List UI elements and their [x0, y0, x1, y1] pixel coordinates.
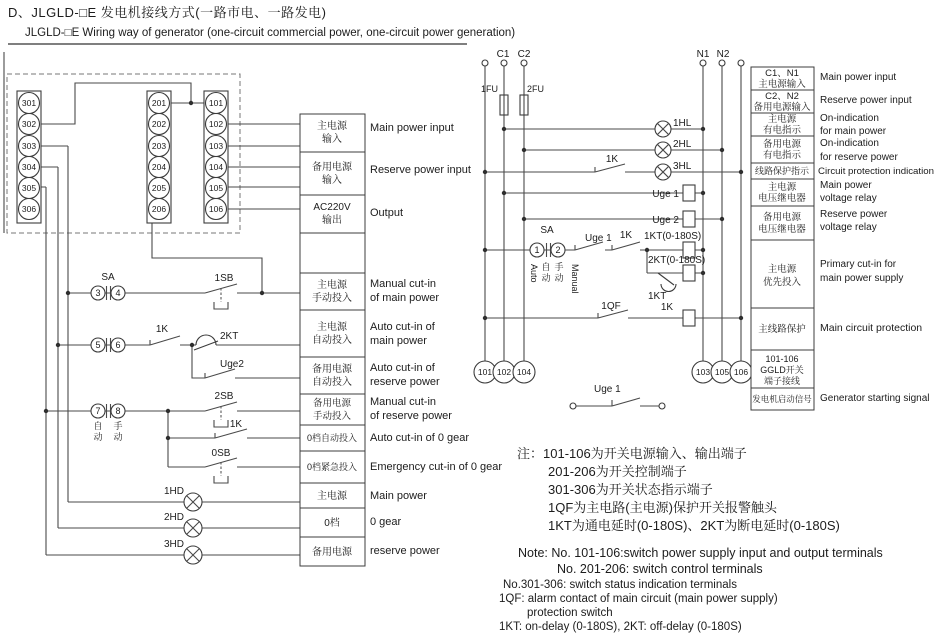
- relay-contact-1k-label: 1K: [155, 324, 169, 335]
- legend-cell-text: 备用电源: [312, 162, 352, 173]
- legend-cell-text: GGLD开关: [760, 365, 804, 375]
- right-legend-column: [751, 67, 934, 410]
- coil-1kt-label: 1KT(0-180S): [644, 231, 702, 242]
- sa-contact-4: 4: [115, 288, 121, 298]
- terminal-strip-300: [17, 91, 41, 223]
- terminal-103: 103: [208, 141, 224, 151]
- legend-en-text: Auto cut-in of: [370, 321, 435, 333]
- fuse-2fu-label: 2FU: [527, 84, 545, 94]
- terminal-106: 106: [208, 204, 224, 214]
- coil-uge2: [683, 211, 695, 227]
- legend-en-text: of reserve power: [370, 410, 452, 422]
- legend-cell-text: 输入: [322, 175, 342, 186]
- terminal-306: 306: [21, 204, 37, 214]
- legend-en-text: Reserve power input: [370, 164, 471, 176]
- legend-cell-text: 备用电源: [312, 547, 352, 558]
- legend-en-text: Main power: [820, 180, 872, 191]
- legend-cell-text: 101-106: [765, 354, 799, 364]
- legend-cell-text: 端子接线: [763, 376, 801, 386]
- terminal-303: 303: [21, 141, 37, 151]
- legend-en-text: Primary cut-in for: [820, 259, 897, 270]
- legend-cell-text: 电压继电器: [758, 193, 806, 204]
- delay-contact-1kt-symbol: [658, 273, 676, 292]
- auto-cn-char1: 自: [93, 421, 103, 431]
- left-legend-column: [300, 114, 502, 566]
- terminal-strip-200: [147, 91, 171, 223]
- terminal-202: 202: [151, 119, 167, 129]
- terminal-103-circle: 103: [695, 367, 711, 377]
- uge1-contact-terminal: [659, 403, 665, 409]
- terminal-201: 201: [151, 98, 167, 108]
- contact-1k2-label: 1K: [619, 230, 633, 241]
- legend-cell-text: 主电源: [317, 280, 347, 291]
- right-contact-slashes: [575, 164, 640, 406]
- terminal-c2-label: C2: [517, 49, 531, 60]
- terminal-102: 102: [208, 119, 224, 129]
- legend-cell-text: 备用电源: [762, 139, 802, 150]
- note-cn-line: 注：101-106为开关电源输入、输出端子: [517, 446, 747, 461]
- legend-cell-text: 备用电源: [312, 364, 352, 375]
- notes-block: [499, 446, 883, 633]
- right-wire-mesh: [482, 60, 744, 406]
- legend-cell-text: 0档自动投入: [306, 433, 358, 443]
- terminal-n1-label: N1: [696, 49, 710, 60]
- legend-cell-text: 主电源: [317, 322, 347, 333]
- sa-contact-bars: [107, 286, 111, 418]
- uge1-contact-terminal: [570, 403, 576, 409]
- legend-cell-text: 主电源输入: [758, 79, 806, 90]
- coil-uge1-label: Uge 1: [652, 189, 679, 200]
- page-title: D、JLGLD-□E 发电机接线方式(一路市电、一路发电): [8, 5, 327, 20]
- legend-en-text: voltage relay: [820, 193, 877, 204]
- pushbutton-1sb-label: 1SB: [214, 273, 234, 284]
- legend-cell-text: 主电源: [767, 182, 797, 193]
- delay-contact-2kt-label: 2KT: [220, 331, 239, 342]
- legend-cell-text: 备用电源输入: [753, 102, 811, 113]
- legend-cell-text: 发电机启动信号: [752, 394, 812, 404]
- legend-en-text: voltage relay: [820, 222, 877, 233]
- legend-cell-text: 主电源: [767, 264, 797, 275]
- pushbutton-2sb-label: 2SB: [214, 391, 234, 402]
- manual-cn-char2: 动: [554, 273, 564, 283]
- manual-cn-char2: 动: [113, 432, 123, 442]
- note-en-line: No.301-306: switch status indication terminals: [503, 579, 737, 591]
- legend-cell-text: 主线路保护: [758, 324, 806, 335]
- note-cn-line: 301-306为开关状态指示端子: [548, 482, 713, 497]
- input-terminal-n1-dot: [700, 60, 706, 66]
- terminal-305: 305: [21, 183, 37, 193]
- input-terminal-c2-dot: [521, 60, 527, 66]
- manual-cn-char1: 手: [113, 421, 123, 431]
- terminal-101: 101: [208, 98, 224, 108]
- legend-en-text: 0 gear: [370, 516, 402, 528]
- terminal-c1-label: C1: [496, 49, 510, 60]
- sa2-contact-1: 1: [534, 245, 540, 255]
- note-en-line: Note: No. 101-106:switch power supply input and output terminals: [518, 546, 883, 560]
- uge1-bottom-contact-label: Uge 1: [594, 384, 621, 395]
- note-cn-line: 201-206为开关控制端子: [548, 464, 687, 479]
- legend-en-text: On-indication: [820, 113, 879, 124]
- legend-en-text: Auto cut-in of: [370, 362, 435, 374]
- right-circuit-components: [474, 49, 752, 409]
- lamp-2hd-label: 2HD: [163, 512, 184, 523]
- legend-cell-text: AC220V: [313, 202, 351, 213]
- note-cn-line: 1QF为主电路(主电源)保护开关报警触头: [548, 500, 777, 515]
- legend-cell-text: 有电指示: [762, 150, 802, 161]
- legend-en-text: for reserve power: [820, 152, 898, 163]
- contact-uge1-label: Uge 1: [585, 233, 612, 244]
- legend-cell-text: 优先投入: [762, 277, 802, 288]
- page-subtitle: JLGLD-□E Wiring way of generator (one-circuit commercial power, one-circuit power generation): [25, 27, 516, 39]
- note-en-line: 1QF: alarm contact of main circuit (main power supply): [499, 593, 778, 605]
- legend-en-text: On-indication: [820, 138, 879, 149]
- sa-contact-6: 6: [115, 340, 121, 350]
- legend-en-text: reserve power: [370, 376, 440, 388]
- relay-uge2-label: Uge2: [220, 359, 244, 370]
- legend-en-text: main power supply: [820, 273, 904, 284]
- terminal-301: 301: [21, 98, 37, 108]
- contact-slashes: [150, 284, 247, 467]
- legend-en-text: Main power: [370, 490, 427, 502]
- terminal-206: 206: [151, 204, 167, 214]
- legend-cell-text: 自动投入: [312, 377, 352, 388]
- auto-en-rotated: Auto: [529, 264, 539, 283]
- legend-cell-text: 备用电源: [762, 212, 802, 223]
- terminal-strip-100: [204, 91, 228, 223]
- legend-en-text: Auto cut-in of 0 gear: [370, 432, 470, 444]
- pushbutton-0sb-label: 0SB: [211, 448, 231, 459]
- legend-en-text: Main power input: [820, 72, 897, 83]
- terminal-204: 204: [151, 162, 167, 172]
- terminal-105: 105: [208, 183, 224, 193]
- input-terminal-dot: [738, 60, 744, 66]
- legend-cell-text: 有电指示: [762, 125, 802, 136]
- relay-contact-1k2-label: 1K: [229, 419, 243, 430]
- sa2-switch-label: SA: [540, 225, 554, 236]
- sa-switch-label: SA: [101, 272, 115, 283]
- legend-cell-text: 0档: [324, 518, 340, 529]
- terminal-304: 304: [21, 162, 37, 172]
- coil-2kt: [683, 265, 695, 281]
- note-en-line: No. 201-206: switch control terminals: [557, 562, 763, 576]
- terminal-n2-label: N2: [716, 49, 730, 60]
- legend-en-text: Output: [370, 207, 404, 219]
- lamp-2hl-label: 2HL: [673, 139, 692, 150]
- delay-contact-1kt-label: 1KT: [648, 291, 667, 302]
- legend-en-text: Reserve power input: [820, 95, 912, 106]
- legend-en-text: Reserve power: [820, 209, 888, 220]
- legend-cell-text: 手动投入: [312, 411, 352, 422]
- legend-cell-text: C1、N1: [765, 68, 799, 79]
- auto-cn-char2: 动: [541, 273, 551, 283]
- lamp-3hl-label: 3HL: [673, 161, 692, 172]
- auto-cn-char1: 自: [541, 262, 551, 272]
- delay-contact-2kt-symbol: [194, 335, 218, 350]
- legend-en-text: main power: [370, 335, 427, 347]
- terminal-104: 104: [208, 162, 224, 172]
- lamp-3hd-label: 3HD: [163, 539, 184, 550]
- coil-uge2-label: Uge 2: [652, 215, 679, 226]
- contact-1qf-label: 1QF: [601, 301, 621, 312]
- input-terminal-c1-dot: [501, 60, 507, 66]
- legend-cell-text: 电压继电器: [758, 224, 806, 235]
- legend-cell-text: 手动投入: [312, 293, 352, 304]
- manual-cn-char1: 手: [554, 262, 564, 272]
- terminal-102-circle: 102: [496, 367, 512, 377]
- terminal-105-circle: 105: [714, 367, 730, 377]
- contact-1k-label: 1K: [605, 154, 619, 165]
- legend-en-text: Main circuit protection: [820, 322, 923, 334]
- fuse-1fu-label: 1FU: [480, 84, 498, 94]
- legend-cell-text: 输入: [322, 134, 342, 145]
- legend-empty-cell: [300, 233, 365, 273]
- note-en-line: 1KT: on-delay (0-180S), 2KT: off-delay (0-180S): [499, 621, 742, 633]
- indicator-lamps-left: [164, 486, 202, 564]
- legend-en-text: Generator starting signal: [820, 393, 930, 404]
- legend-en-text: Manual cut-in: [370, 278, 437, 290]
- note-en-line: protection switch: [527, 607, 613, 619]
- coil-2kt-label: 2KT(0-180S): [648, 255, 706, 266]
- legend-cell-text: C2、N2: [765, 91, 799, 102]
- terminal-203: 203: [151, 141, 167, 151]
- sa2-contact-2: 2: [555, 245, 561, 255]
- note-cn-line: 1KT为通电延时(0-180S)、2KT为断电延时(0-180S): [548, 518, 840, 533]
- sa-contact-8: 8: [115, 406, 121, 416]
- auto-cn-char2: 动: [93, 432, 103, 442]
- sa-contact-7: 7: [95, 406, 101, 416]
- legend-en-text: Main power input: [370, 122, 454, 134]
- legend-en-text: Manual cut-in: [370, 396, 437, 408]
- lamp-1hd-label: 1HD: [163, 486, 184, 497]
- coil-1k: [683, 310, 695, 326]
- legend-cell-text: 输出: [322, 215, 342, 226]
- lamp-1hl-label: 1HL: [673, 118, 692, 129]
- legend-en-text: reserve power: [370, 545, 440, 557]
- input-terminal-n2-dot: [719, 60, 725, 66]
- manual-en-rotated: Manual: [570, 264, 580, 294]
- terminal-205: 205: [151, 183, 167, 193]
- sa-contact-3: 3: [95, 288, 101, 298]
- terminal-302: 302: [21, 119, 37, 129]
- legend-en-text: of main power: [370, 292, 440, 304]
- input-terminal-dot: [482, 60, 488, 66]
- legend-en-text: Circuit protection indication: [818, 166, 934, 177]
- legend-cell-text: 自动投入: [312, 335, 352, 346]
- terminal-101-circle: 101: [477, 367, 493, 377]
- legend-en-text: for main power: [820, 126, 887, 137]
- terminal-106-circle: 106: [733, 367, 749, 377]
- sa-contact-5: 5: [95, 340, 101, 350]
- legend-cell-text: 主电源: [767, 114, 797, 125]
- legend-cell-text: 主电源: [317, 121, 347, 132]
- legend-cell-text: 0档紧急投入: [306, 462, 358, 472]
- legend-cell-text: 线路保护指示: [754, 166, 810, 176]
- legend-cell-text: 主电源: [317, 491, 347, 502]
- coil-uge1: [683, 185, 695, 201]
- coil-1k-label: 1K: [660, 302, 674, 313]
- terminal-104-circle: 104: [516, 367, 532, 377]
- legend-cell-text: 备用电源: [312, 398, 352, 409]
- legend-en-text: Emergency cut-in of 0 gear: [370, 461, 503, 473]
